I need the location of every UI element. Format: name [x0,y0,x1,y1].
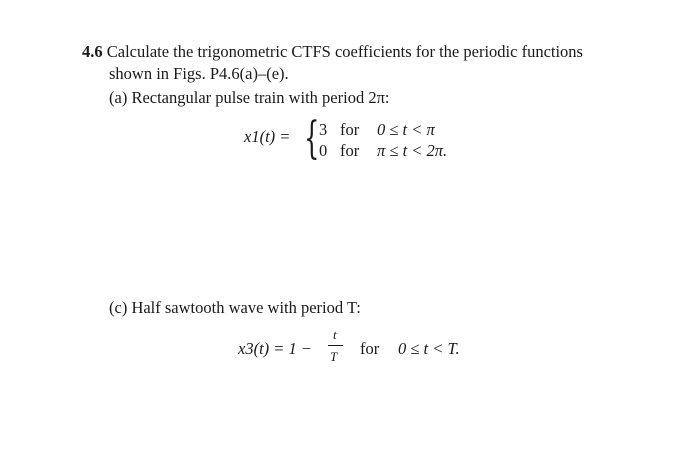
part-a-case1-value: 3 [319,120,328,139]
part-c-for: for [360,339,380,358]
part-c-condition: 0 ≤ t < T. [398,339,460,358]
part-a-case1-for: for [340,120,360,139]
problem-statement-line1 [82,44,583,61]
part-a-label: (a) Rectangular pulse train with period 2π: [109,88,390,107]
fraction-denominator: T [330,349,338,364]
part-a-case2-condition: π ≤ t < 2π. [377,141,448,160]
part-a-lhs: x1(t) = [244,127,291,146]
problem-intro-line2: shown in Figs. P4.6(a)–(e). [109,64,289,83]
part-a-case2-for: for [340,141,360,160]
part-c-label: (c) Half sawtooth wave with period T: [109,298,361,317]
problem-number: 4.6 [82,42,103,61]
fraction-numerator: t [333,327,337,342]
problem-intro-line1: Calculate the trigonometric CTFS coefficients for the periodic functions [106,42,583,61]
piecewise-brace: { [304,113,320,164]
part-a-case1-condition: 0 ≤ t < π [377,120,435,139]
part-a-case2-value: 0 [319,141,328,160]
part-c-lhs: x3(t) = 1 − [238,339,313,358]
fraction-bar [328,345,343,346]
